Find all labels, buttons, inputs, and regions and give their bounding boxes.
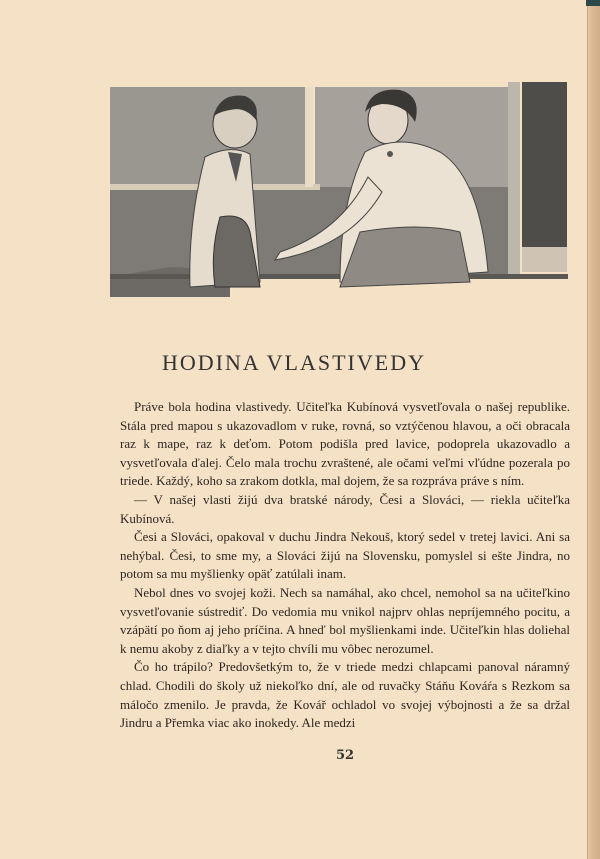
paragraph: Práve bola hodina vlastivedy. Učiteľka Kubínová vysvetľovala o našej republike. Stála pred mapou s ukazovadlom v ruke, rovná, so vztýčenou hlavou, a oči obracala raz k mape, raz k deťom. Potom podišla pred lavice, podoprela ukazovadlo a vysvetľovala ďalej. Čelo mala trochu zvraštené, ale očami veľmi vľúdne pozerala po triede. Každý, koho sa zrakom dotkla, mal dojem, že sa rozpráva práve s ním.	[120, 399, 570, 489]
door-lower	[522, 247, 567, 272]
door-dark	[522, 82, 567, 247]
paragraph: Nebol dnes vo svojej koži. Nech sa namáhal, ako chcel, nemohol sa na učiteľkino vysvetľovanie sústrediť. Do vedomia mu vnikol najprv ohlas nepríjemného pocitu, a vzápätí po ňom aj jeho príčina. A hneď bol myšlienkami inde. Učiteľkin hlas doliehal k nemu akoby z diaľky a v tejto chvíli mu vôbec nerozumel.	[120, 584, 570, 656]
desk-edge	[110, 274, 568, 279]
paragraph: Čo ho trápilo? Predovšetkým to, že v triede medzi chlapcami panoval náramný chlad. Chodili do školy už niekoľko dní, ale od ruvačky Stáňu Kováŕa s Rezkom sa máločo zmenilo. Je pravda, že Kovář ochladol vo svojej výbojnosti a že sa držal Jindru a Přemka viac ako inokedy. Ale medzi	[120, 659, 570, 731]
page-number: 52	[335, 747, 355, 763]
page-edge	[587, 0, 600, 859]
teacher-skirt	[340, 227, 470, 287]
teacher-necklace	[387, 151, 393, 157]
chapter-illustration	[110, 82, 568, 297]
chapter-title: HODINA VLASTIVEDY	[162, 350, 426, 375]
body-text	[120, 398, 570, 733]
illustration-drawing	[110, 82, 568, 297]
paragraph: — V našej vlasti žijú dva bratské národy, Česi a Slováci, — riekla učiteľka Kubínová.	[120, 491, 570, 526]
text-flow	[120, 398, 570, 765]
board-divider	[305, 87, 313, 187]
paragraph: Česi a Slováci, opakoval v duchu Jindra Nekouš, ktorý sedel v tretej lavici. Ani sa nehýbal. Česi, to sme my, a Slováci žijú na Slovensku, pomyslel si ešte Jindra, no potom sa mu myšlienky opäť zatúlali inam.	[120, 529, 570, 582]
door-frame	[508, 82, 520, 277]
page-edge-corner	[586, 0, 600, 6]
